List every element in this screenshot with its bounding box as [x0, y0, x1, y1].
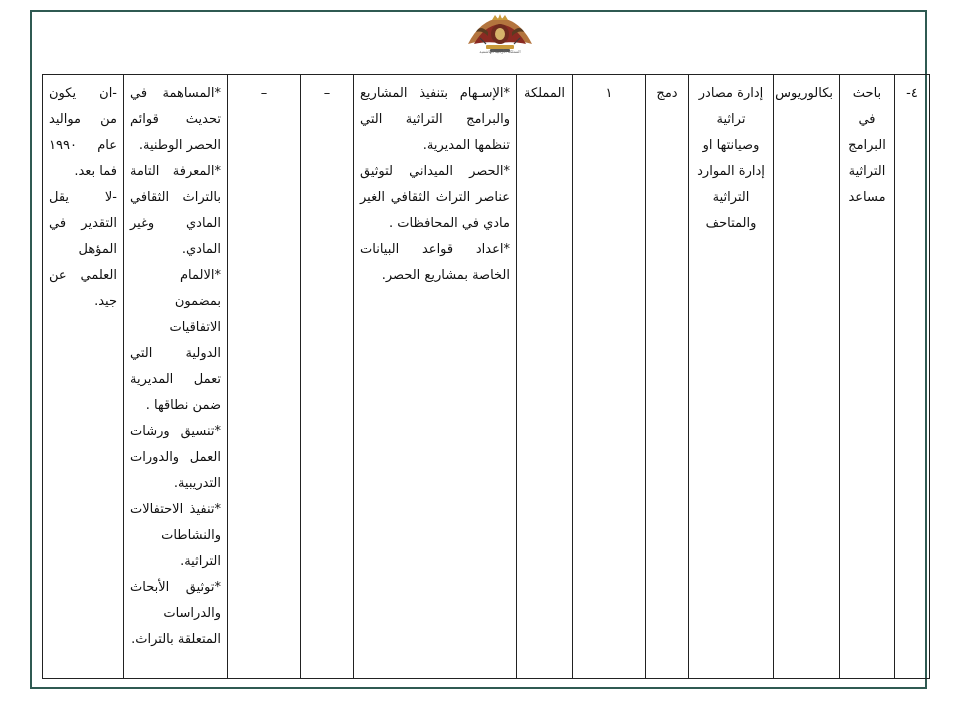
skill-item: *المعرفة التامة بالتراث الثقافي المادي وغير المادي.: [130, 164, 221, 257]
job-title-line: التراثية: [848, 164, 886, 179]
empty-cell: [301, 75, 354, 679]
position-count: ١: [605, 86, 613, 101]
conditions-cell: [43, 75, 124, 679]
dash: –: [323, 86, 331, 101]
degree-cell: [774, 75, 840, 679]
skill-item: *المساهمة في تحديث قوائم الحصر الوطنية.: [130, 86, 221, 153]
skill-item: *تنسيق ورشات العمل والدورات التدريبية.: [130, 424, 221, 491]
condition-item: -ان يكون من مواليد عام ١٩٩٠ فما بعد.: [49, 86, 117, 179]
count-cell: [573, 75, 646, 679]
job-title-line: البرامج: [848, 138, 886, 153]
table-row: [43, 75, 930, 679]
tasks-cell: [354, 75, 517, 679]
row-number-cell: [895, 75, 930, 679]
specialization-line: والمتاحف: [705, 216, 757, 231]
location: المملكة: [523, 86, 566, 101]
job-title-cell: [840, 75, 895, 679]
job-title-line: في: [858, 112, 876, 127]
specialization-line: إدارة الموارد: [697, 164, 765, 179]
degree: بكالوريوس: [775, 86, 833, 101]
skill-item: *توثيق الأبحاث والدراسات المتعلقة بالتراث.: [130, 580, 221, 647]
task-item: *الحصر الميداني لتوثيق عناصر التراث الثقافي الغير مادي في المحافظات .: [360, 164, 510, 231]
specialization-line: وصيانتها او: [702, 138, 760, 153]
task-item: *الإسـهام بتنفيذ المشاريع والبرامج التراثية التي تنظمها المديرية.: [360, 86, 510, 153]
specialization-line: تراثية: [716, 112, 746, 127]
dash: –: [260, 86, 268, 101]
specialization-line: التراثية: [712, 190, 750, 205]
appointment-type: دمج: [656, 86, 678, 101]
condition-item: -لا يقل التقدير في المؤهل العلمي عن جيد.: [49, 190, 117, 309]
location-cell: [517, 75, 573, 679]
specialization-line: إدارة مصادر: [698, 86, 764, 101]
specialization-cell: [689, 75, 774, 679]
empty-cell: [228, 75, 301, 679]
skills-cell: [124, 75, 228, 679]
job-title-line: مساعد: [848, 190, 886, 205]
type-cell: [646, 75, 689, 679]
task-item: *اعداد قواعد البيانات الخاصة بمشاريع الحصر.: [360, 242, 510, 283]
row-number: ٤-: [906, 86, 918, 101]
skill-item: *الالمام بمضمون الاتفاقيات الدولية التي تعمل المديرية ضمن نطاقها .: [130, 268, 221, 413]
job-title-line: باحث: [852, 86, 882, 101]
job-table: [42, 74, 930, 679]
skill-item: *تنفيذ الاحتفالات والنشاطات التراثية.: [130, 502, 221, 569]
emblem-caption: المملكة الأردنية الهاشمية: [479, 49, 521, 54]
